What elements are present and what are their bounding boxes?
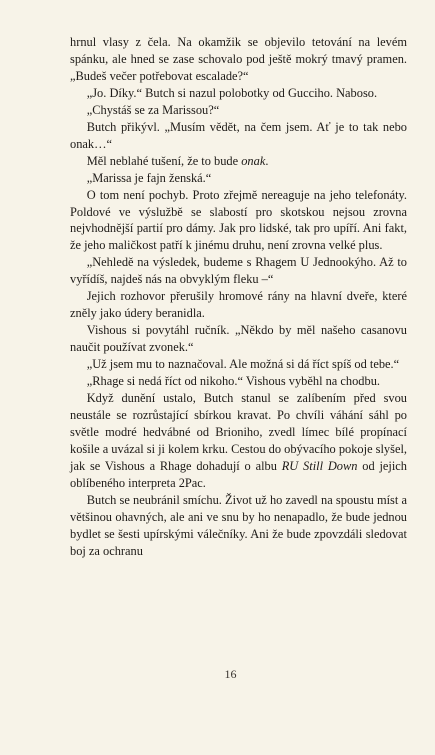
paragraph-2: „Jo. Díky.“ Butch si nazul polobotky od Gucciho. Naboso.	[86, 85, 378, 100]
paragraph-4: Butch přikývl. „Musím vědět, na čem jsem. Ať je to tak nebo onak…“	[70, 119, 407, 151]
paragraph-3: „Chystáš se za Marissou?“	[86, 102, 220, 117]
paragraph-10: Vishous si povytáhl ručník. „Někdo by měl našeho casanovu naučit používat zvonek.“	[70, 323, 407, 355]
paragraph-11: „Už jsem mu to naznačoval. Ale možná si dá říct spíš od tebe.“	[86, 357, 400, 372]
paragraph-6: „Marissa je fajn ženská.“	[86, 170, 212, 185]
paragraph-1: hrnul vlasy z čela. Na okamžik se objevilo tetování na levém spánku, ale hned se zase schovalo pod ještě mokrý tmavý pramen. „Budeš večer potřebovat escalade?“	[70, 35, 407, 83]
paragraph-5: Měl neblahé tušení, že to bude onak.	[86, 153, 269, 168]
paragraph-9: Jejich rozhovor přerušily hromové rány na hlavní dveře, které zněly jako údery beranidla.	[70, 289, 407, 321]
body-text	[70, 34, 407, 560]
paragraph-8: „Nehledě na výsledek, budeme s Rhagem U Jednookýho. Až to vyřídíš, najdeš nás na obvyklým fleku –“	[70, 255, 407, 287]
paragraph-12: „Rhage si nedá říct od nikoho.“ Vishous vyběhl na chodbu.	[86, 374, 380, 389]
paragraph-14: Butch se neubránil smíchu. Život už ho zavedl na spoustu míst a většinou ohavných, ale ani ve snu by ho nenapadlo, že bude jednou bydlet se šesti upírskými válečníky. Ani že bude zpovzdáli sledovat boj za ochranu	[70, 492, 407, 558]
paragraph-13: Když dunění ustalo, Butch stanul se zalíbením před svou neustále se rozrůstající sbírkou kravat. Po chvíli váhání sáhl po světle modré hedvábné od Brioniho, zvedl límec bílé propínací košile a uvázal si ji kolem krku. Cestou do obývacího pokoje slyšel, jak se Vishous a Rhage dohadují o albu RU Still Down od jejich oblíbeného interpreta 2Pac.	[70, 391, 408, 490]
emphasis-text: onak	[241, 153, 266, 168]
paragraph-7: O tom není pochyb. Proto zřejmě nereaguje na jeho telefonáty. Poldové ve výslužbě se slabostí pro skotskou nejsou zrovna nejvhodnější partií pro dámy. Jak pro lidské, tak pro upíří. Ani fakt, že jeho maličkost patří k jinému druhu, není zrovna velké plus.	[70, 187, 407, 253]
page-number: 16	[224, 667, 237, 681]
album-title: RU Still Down	[281, 458, 358, 473]
